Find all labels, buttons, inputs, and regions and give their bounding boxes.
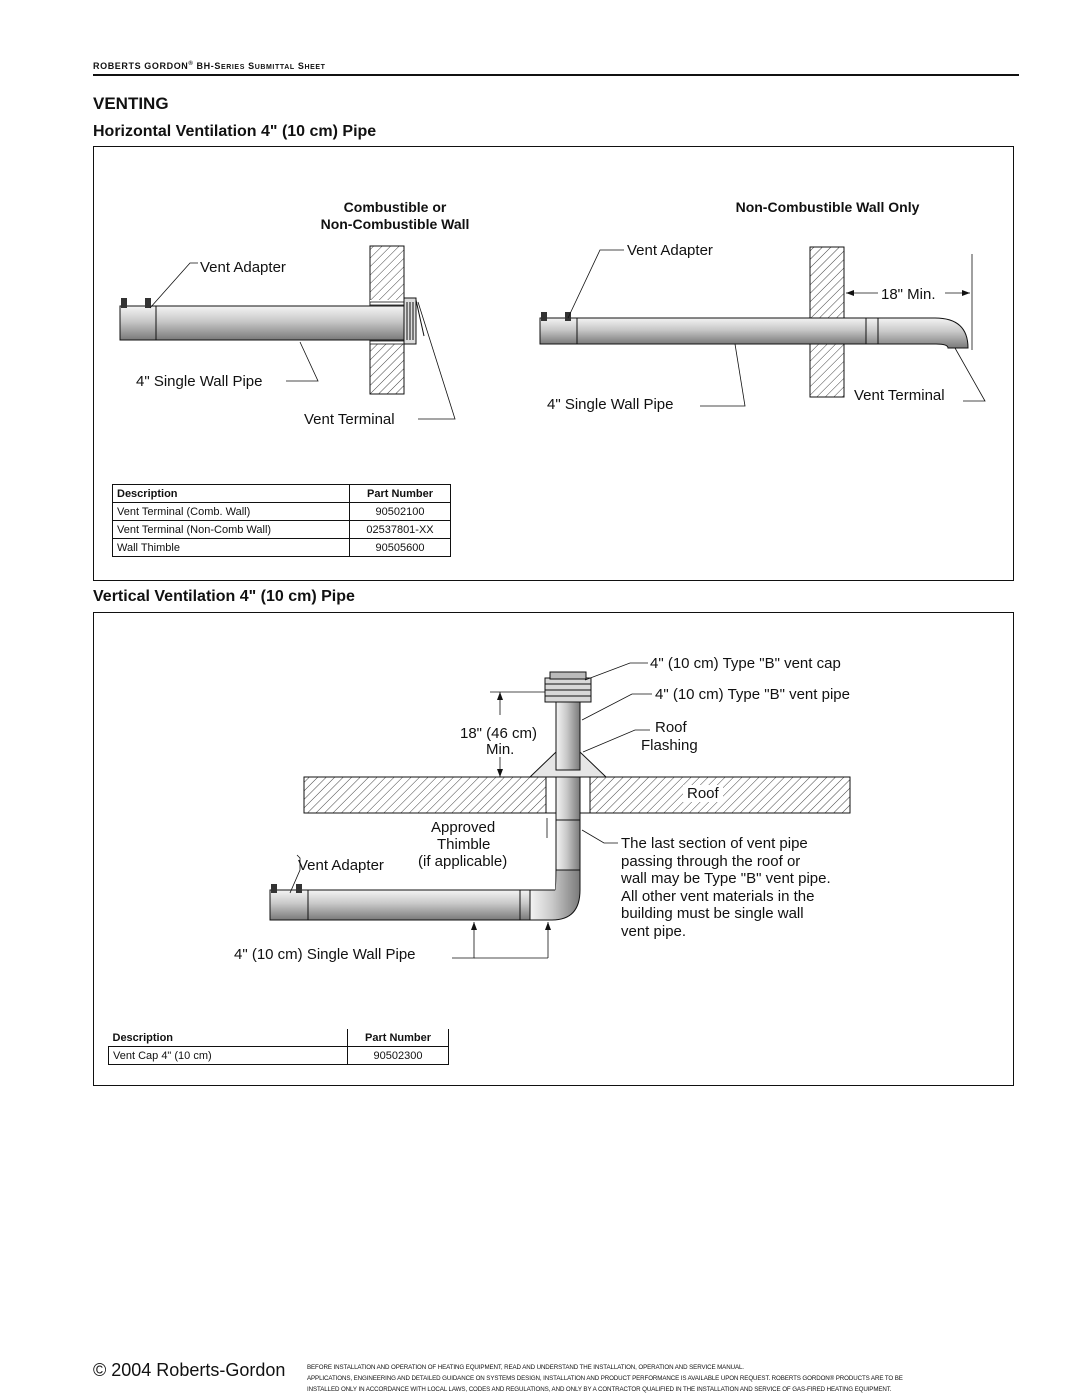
header-brand: ROBERTS GORDON <box>93 61 189 71</box>
combustible-wall-diagram <box>120 246 455 419</box>
right-vent-terminal <box>866 318 968 348</box>
table-cell-part-number: 90502300 <box>348 1047 449 1065</box>
note-line: wall may be Type "B" vent pipe. <box>621 870 831 887</box>
label-single-wall-right: 4" Single Wall Pipe <box>547 396 674 413</box>
right-heading: Non-Combustible Wall Only <box>735 199 920 215</box>
section-title: VENTING <box>93 94 169 113</box>
label-single-wall-vertical: 4" (10 cm) Single Wall Pipe <box>234 946 416 963</box>
note-line: passing through the roof or <box>621 852 801 870</box>
label-roof: Roof <box>683 785 723 802</box>
table-header-row <box>113 485 451 503</box>
footer-disclaimer <box>307 1362 1047 1395</box>
header-series: BH-S <box>196 61 221 71</box>
table-header-row <box>109 1029 449 1047</box>
vertical-parts-table <box>108 1029 449 1065</box>
label-roof-flashing-b: Flashing <box>641 737 698 754</box>
header-reg: ® <box>188 61 194 67</box>
label-single-wall-left: 4" Single Wall Pipe <box>136 373 263 390</box>
horizontal-title: Horizontal Ventilation 4" (10 cm) Pipe <box>93 123 377 140</box>
non-combustible-wall-diagram <box>540 247 985 406</box>
label-vent-adapter-right: Vent Adapter <box>627 242 713 259</box>
left-heading-2: Non-Combustible Wall <box>320 216 470 232</box>
vertical-diagram-box <box>93 612 1014 1086</box>
label-min: Min. <box>486 741 515 758</box>
vertical-note <box>621 835 831 940</box>
table-cell-part-number: 90505600 <box>350 539 451 557</box>
label-thimble-a: Approved <box>431 819 496 836</box>
label-vent-terminal-right: Vent Terminal <box>854 387 945 404</box>
horizontal-parts-table <box>112 484 451 557</box>
left-heading-1: Combustible or <box>343 199 447 215</box>
table-row <box>109 1047 449 1065</box>
label-vent-adapter-left: Vent Adapter <box>200 259 286 276</box>
table-cell-description: Vent Cap 4" (10 cm) <box>109 1047 348 1065</box>
table-row <box>113 503 451 521</box>
header-series-sc: ERIES <box>220 64 245 71</box>
label-roof-flashing-a: Roof <box>655 719 687 736</box>
note-line: The last section of vent pipe <box>621 835 808 852</box>
label-vent-pipe: 4" (10 cm) Type "B" vent pipe <box>655 686 850 703</box>
footer-line: INSTALLED ONLY IN ACCORDANCE WITH LOCAL LAWS, CODES AND REGULATIONS, AND ONLY BY A CONTRACTOR QUALIFIED IN THE INSTALLATION AND SERVICE OF GAS-FIRED HEATING EQUIPMENT. <box>307 1386 892 1393</box>
table-header-part-number: Part Number <box>350 485 451 503</box>
table-header-description: Description <box>109 1029 348 1047</box>
table-row <box>113 521 451 539</box>
footer-copyright: © 2004 Roberts-Gordon <box>93 1360 286 1380</box>
note-line: All other vent materials in the <box>621 887 815 905</box>
label-vent-adapter-vertical: Vent Adapter <box>298 857 384 874</box>
note-line: vent pipe. <box>621 922 687 940</box>
table-cell-part-number: 90502100 <box>350 503 451 521</box>
note-line: building must be single wall <box>621 905 804 922</box>
label-18-46-min: 18" (46 cm) <box>460 725 538 742</box>
table-cell-description: Vent Terminal (Comb. Wall) <box>113 503 350 521</box>
table-header-description: Description <box>113 485 350 503</box>
label-thimble-c: (if applicable) <box>418 853 508 870</box>
table-cell-description: Wall Thimble <box>113 539 350 557</box>
footer-line: BEFORE INSTALLATION AND OPERATION OF HEATING EQUIPMENT, READ AND UNDERSTAND THE INSTALLATION, OPERATION AND SERVICE MANUAL. <box>307 1364 744 1371</box>
label-18-min: 18" Min. <box>881 286 936 303</box>
table-row <box>113 539 451 557</box>
label-thimble-b: Thimble <box>437 836 491 853</box>
left-pipe <box>120 306 410 340</box>
footer-line: APPLICATIONS, ENGINEERING AND DETAILED GUIDANCE ON SYSTEMS DESIGN, INSTALLATION AND PRODUCT PERFORMANCE IS AVAILABLE UPON REQUEST. ROBERTS GORDON® PRODUCTS ARE TO BE <box>307 1375 903 1382</box>
label-vent-cap: 4" (10 cm) Type "B" vent cap <box>650 655 841 672</box>
header-sheet2: S <box>294 61 305 71</box>
table-header-part-number: Part Number <box>348 1029 449 1047</box>
right-pipe <box>540 318 870 344</box>
header-sheet2-sc: HEET <box>304 64 326 71</box>
header-sheet1: S <box>244 61 255 71</box>
vertical-title: Vertical Ventilation 4" (10 cm) Pipe <box>93 588 355 605</box>
header-sheet1-sc: UBMITTAL <box>254 64 295 71</box>
table-cell-part-number: 02537801-XX <box>350 521 451 539</box>
label-vent-terminal-left: Vent Terminal <box>304 411 395 428</box>
table-cell-description: Vent Terminal (Non-Comb Wall) <box>113 521 350 539</box>
